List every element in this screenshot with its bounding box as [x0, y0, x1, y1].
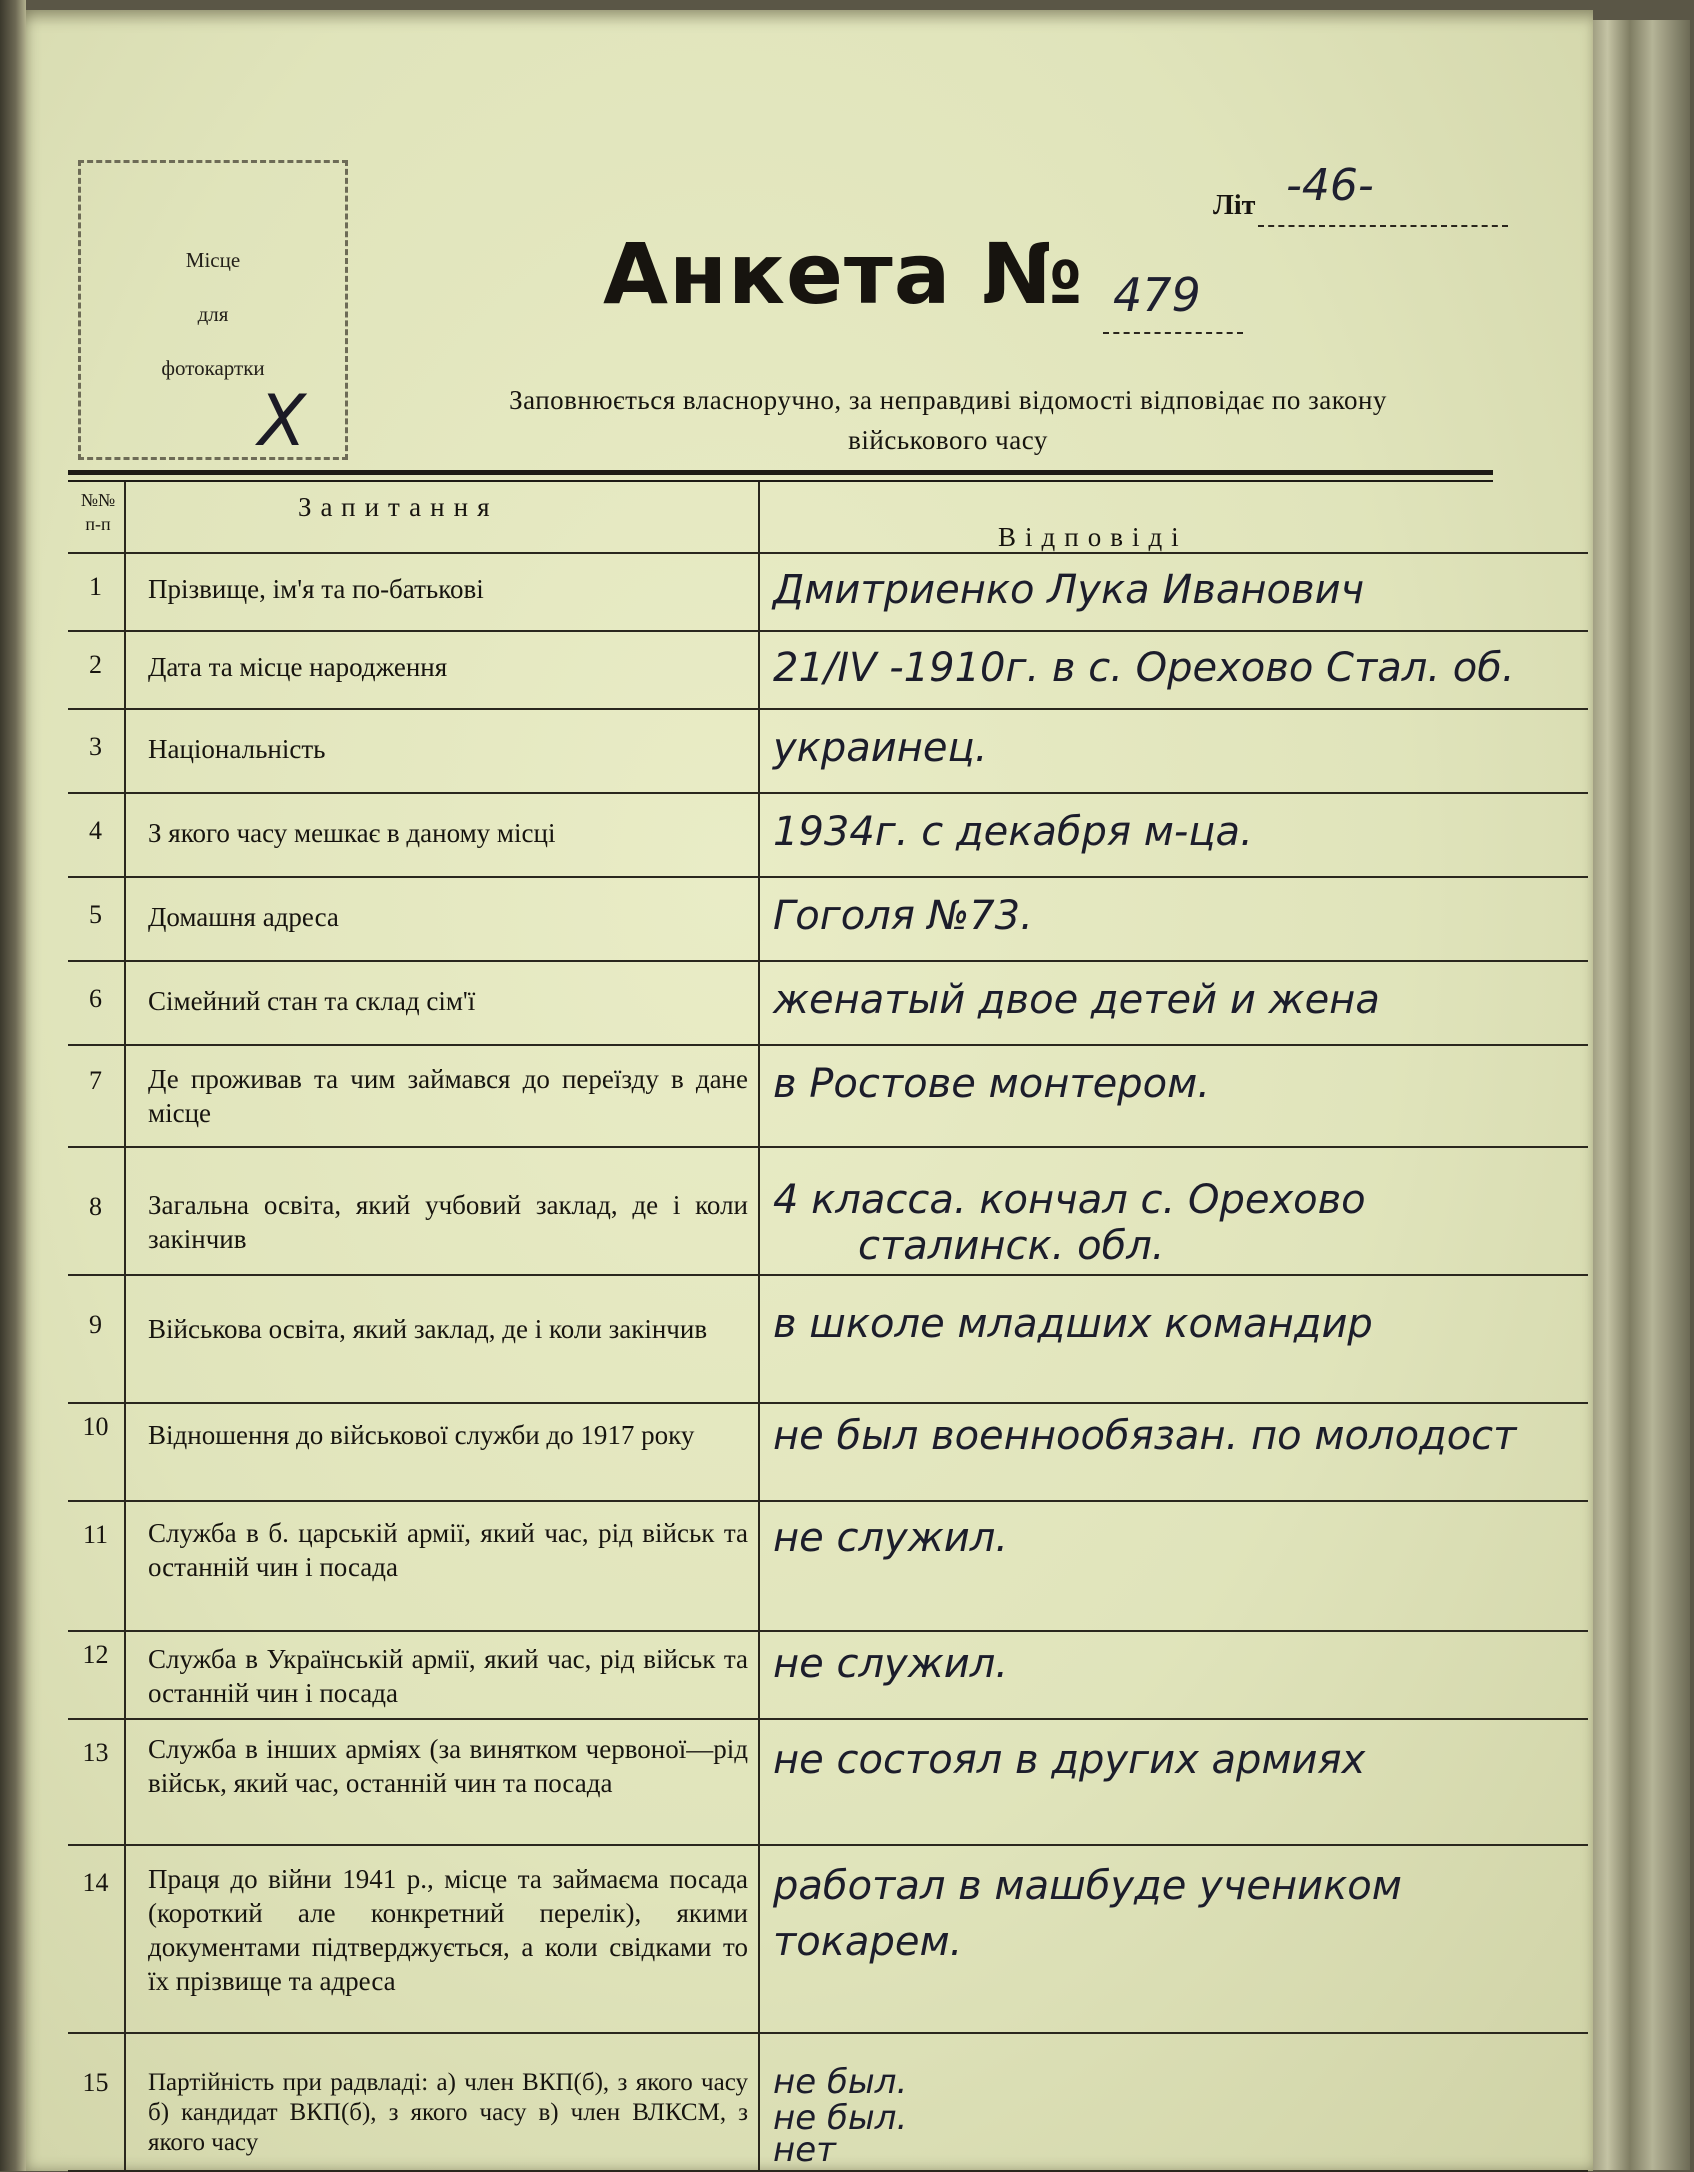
page-title: Анкета № [603, 225, 1084, 323]
table-row [68, 1632, 1588, 1720]
row-question: Відношення до військової служби до 1917 року [148, 1420, 695, 1450]
row-question: Національність [148, 734, 326, 764]
row-answer-line2: сталинск. обл. [858, 1223, 1165, 1269]
row-number: 1 [89, 572, 102, 601]
row-number: 10 [82, 1412, 109, 1441]
row-number: 6 [89, 984, 102, 1013]
row-question: Дата та місце народження [148, 652, 448, 682]
table-row [68, 794, 1588, 878]
row-answer-line2: токарем. [773, 1919, 963, 1965]
row-answer: 1934г. с декабря м-ца. [773, 809, 1253, 855]
row-number: 11 [82, 1520, 109, 1549]
subtitle-line2: військового часу [848, 425, 1048, 455]
row-answer: не был военнообязан. по молодост [773, 1413, 1517, 1459]
row-question: Загальна освіта, який учбовий заклад, де і коли закінчив [148, 1190, 748, 1254]
row-answer: в школе младших командир [773, 1301, 1373, 1347]
table-row [68, 1502, 1588, 1632]
table-row [68, 1404, 1588, 1502]
questionnaire-number: 479 [1113, 268, 1201, 322]
row-number: 8 [89, 1192, 102, 1221]
row-answer-line3: нет [773, 2130, 836, 2170]
row-question: Служба в інших арміях (за винятком червоної—рід військ, який час, останній чин та посада [148, 1734, 748, 1798]
row-question: Сімейний стан та склад сім'ї [148, 986, 476, 1016]
row-number: 5 [89, 900, 102, 929]
row-number: 7 [89, 1066, 102, 1095]
number-underline [1103, 332, 1243, 334]
row-question: Служба в б. царській армії, який час, рід військ та останній чин і посада [148, 1518, 748, 1582]
row-answer-line2: не был. [773, 2098, 908, 2138]
table-row [68, 1276, 1588, 1404]
table-row [68, 1148, 1588, 1276]
table-row [68, 962, 1588, 1046]
row-answer: 21/IV -1910г. в с. Орехово Стал. об. [773, 645, 1515, 691]
row-answer: в Ростове монтером. [773, 1061, 1211, 1107]
row-answer: не служил. [773, 1641, 1009, 1687]
subtitle-line1: Заповнюється власноручно, за неправдиві відомості відповідає по закону [509, 385, 1387, 415]
row-answer: не был. [773, 2062, 908, 2102]
row-question: З якого часу мешкає в даному місці [148, 818, 556, 848]
row-question: Де проживав та чим займався до переїзду в дане місце [148, 1064, 748, 1128]
row-number: 3 [89, 732, 102, 761]
row-answer: Гоголя №73. [773, 893, 1033, 939]
row-answer: 4 класса. кончал с. Орехово [773, 1177, 1366, 1223]
row-question: Служба в Українській армії, який час, рід військ та останній чин і посада [148, 1644, 748, 1708]
row-question: Праця до війни 1941 р., місце та займаєма посада (короткий але конкретний перелік), якими документами підтверджується, а коли свідками то їх прізвище та адреса [148, 1864, 748, 1996]
table-row [68, 632, 1588, 710]
header-answer: Відповіді [998, 522, 1188, 552]
table-header-row [68, 482, 1588, 554]
row-answer: работал в машбуде учеником [773, 1863, 1402, 1909]
photo-label-line2: для [197, 302, 229, 326]
table-row [68, 2034, 1588, 2172]
row-number: 9 [89, 1310, 102, 1339]
table-row [68, 1846, 1588, 2034]
row-number: 12 [82, 1640, 109, 1669]
lit-label: Літ [1213, 190, 1256, 221]
lit-underline [1258, 225, 1508, 227]
row-question: Партійність при радвладі: а) член ВКП(б), з якого часу б) кандидат ВКП(б), з якого часу в) член ВЛКСМ, з якого часу [148, 2069, 748, 2156]
row-answer: Дмитриенко Лука Иванович [773, 567, 1365, 613]
row-number: 15 [82, 2068, 109, 2097]
subtitle [378, 380, 1518, 460]
lit-value: -46- [1286, 160, 1374, 211]
photo-placeholder [78, 160, 348, 460]
table-row [68, 1720, 1588, 1846]
row-number: 13 [82, 1738, 109, 1767]
table-row [68, 554, 1588, 632]
photo-label-line3: фотокартки [161, 356, 265, 380]
header-num: №№ п-п [80, 490, 116, 534]
photo-label-line1: Місце [185, 248, 241, 272]
row-question: Домашня адреса [148, 902, 339, 932]
questionnaire-table [68, 482, 1588, 2172]
row-question: Прізвище, ім'я та по-батькові [148, 574, 484, 604]
table-row [68, 1046, 1588, 1148]
photo-cross-mark: X [258, 380, 306, 462]
header-question: Запитання [298, 492, 499, 522]
row-answer: не состоял в других армиях [773, 1737, 1366, 1783]
table-row [68, 710, 1588, 794]
row-answer: не служил. [773, 1515, 1009, 1561]
row-number: 14 [82, 1868, 109, 1897]
table-row [68, 878, 1588, 962]
questionnaire-page [18, 10, 1593, 2171]
book-binding [0, 0, 26, 2171]
row-answer: украинец. [773, 725, 988, 771]
table-top-rule [68, 470, 1493, 475]
row-number: 2 [89, 650, 102, 679]
row-question: Військова освіта, який заклад, де і коли закінчив [148, 1314, 708, 1344]
row-answer: женатый двое детей и жена [773, 977, 1380, 1023]
row-number: 4 [89, 816, 102, 845]
